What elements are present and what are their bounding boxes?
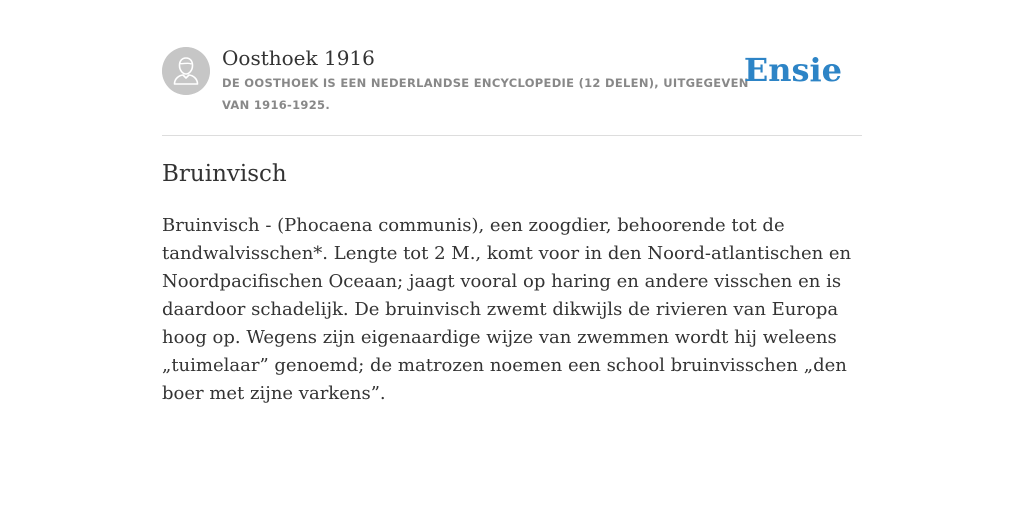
- header-divider: [162, 135, 862, 136]
- source-title[interactable]: Oosthoek 1916: [222, 46, 375, 70]
- entry-title: Bruinvisch: [162, 161, 287, 187]
- entry-body: Bruinvisch - (Phocaena communis), een zoogdier, behoorende tot de tandwalvisschen*. Lengte tot 2 M., komt voor in den Noord-atlantischen en Noordpacifischen Oceaan; jaagt vooral op haring en andere visschen en is daardoor schadelijk. De bruinvisch zwemt dikwijls de rivieren van Europa hoog op. Wegens zijn eigenaardige wijze van zwemmen wordt hij weleens „tuimelaar” genoemd; de matrozen noemen een school bruinvisschen „den boer met zijne varkens”.: [162, 215, 852, 404]
- source-info: [222, 44, 762, 116]
- brand-logo[interactable]: Ensie: [743, 51, 842, 89]
- source-header: [162, 44, 862, 136]
- source-description: DE OOSTHOEK IS EEN NEDERLANDSE ENCYCLOPEDIE (12 DELEN), UITGEGEVEN VAN 1916-1925.: [222, 76, 749, 112]
- user-icon: [162, 47, 210, 95]
- avatar: [162, 47, 210, 95]
